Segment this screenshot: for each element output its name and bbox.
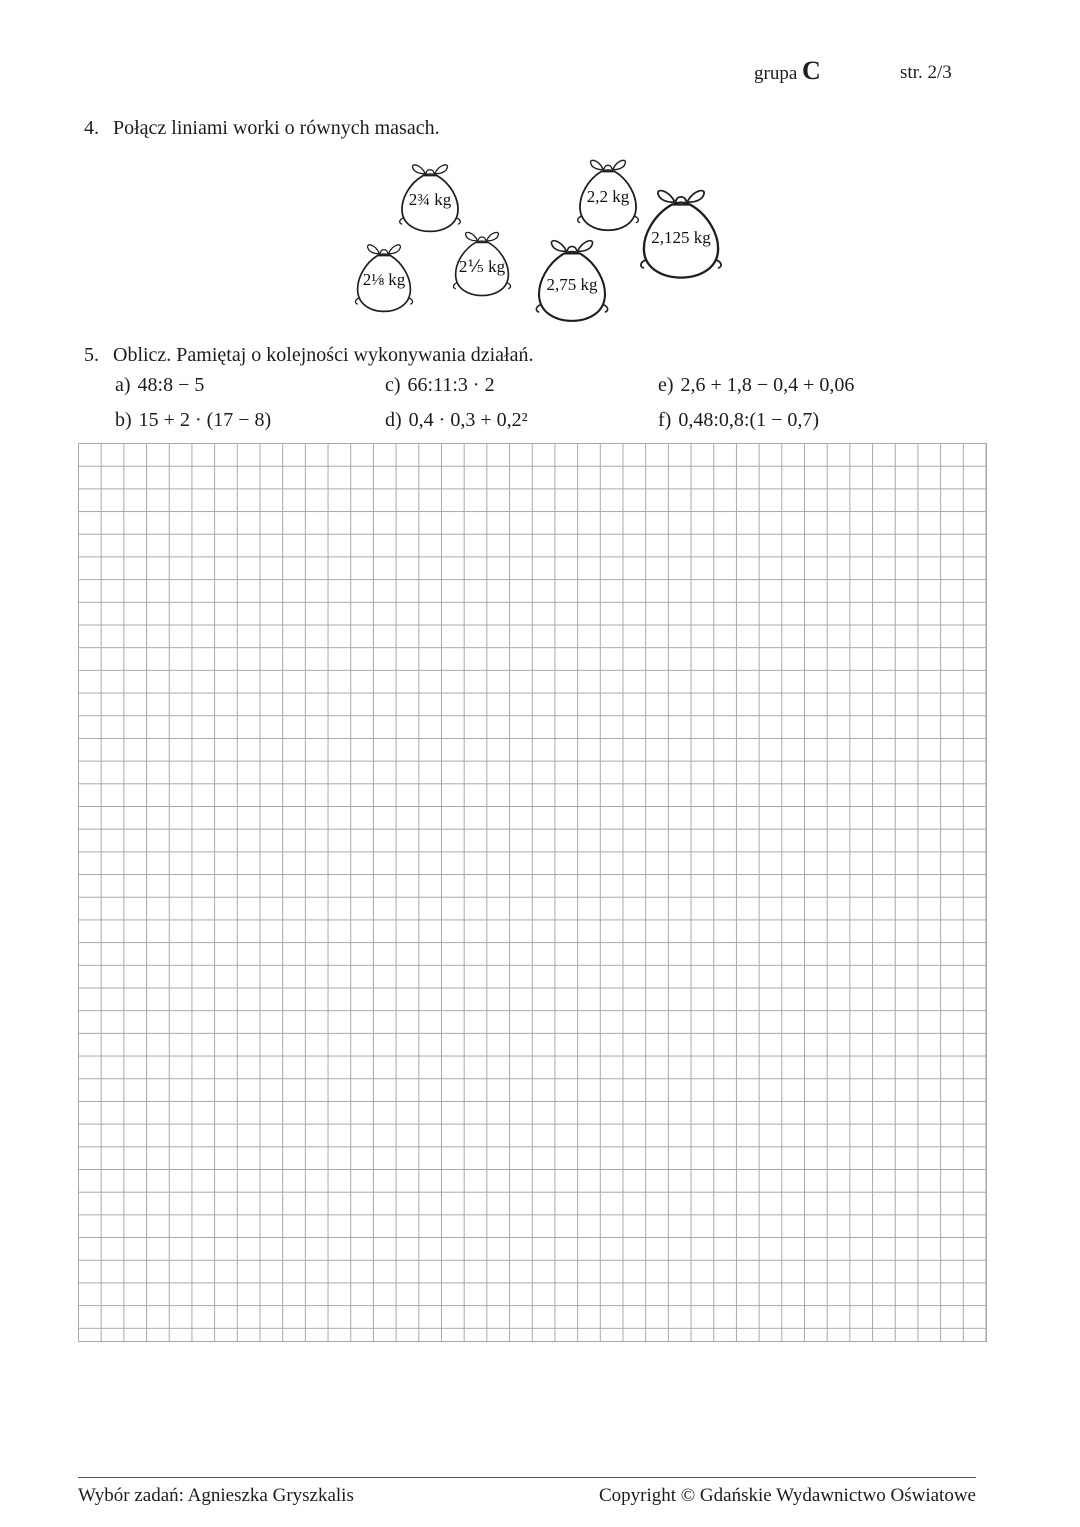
sack	[396, 156, 464, 234]
expression-a	[115, 374, 204, 397]
sack-mass-label: 2⅛ kg	[362, 270, 406, 290]
expression-text: 0,4 · 0,3 + 0,2²	[408, 409, 528, 431]
expression-letter: c)	[385, 374, 401, 396]
footer-author: Wybór zadań: Agnieszka Gryszkalis	[78, 1485, 354, 1506]
expression-b	[115, 409, 271, 432]
expression-text: 0,48:0,8:(1 − 0,7)	[678, 409, 820, 431]
expression-letter: e)	[658, 374, 674, 396]
task-5-number: 5.	[84, 344, 99, 366]
group-letter: C	[802, 56, 821, 85]
expression-letter: d)	[385, 409, 402, 431]
sack-mass-label: 2¾ kg	[408, 190, 452, 210]
expression-d	[385, 409, 528, 432]
sack-mass-label: 2⅕ kg	[458, 256, 506, 276]
expression-text: 2,6 + 1,8 − 0,4 + 0,06	[680, 374, 855, 396]
task-4-heading	[84, 117, 440, 140]
task-5-heading	[84, 344, 533, 367]
expression-f	[658, 409, 819, 432]
group-label	[754, 58, 821, 85]
grid-paper	[78, 443, 987, 1342]
expression-text: 15 + 2 · (17 − 8)	[138, 409, 272, 431]
task-4-text: Połącz liniami worki o równych masach.	[113, 117, 440, 139]
sack-mass-label: 2,75 kg	[546, 275, 598, 295]
task-4-number: 4.	[84, 117, 99, 139]
sack	[636, 179, 726, 281]
footer-copyright: Copyright © Gdańskie Wydawnictwo Oświatowe	[598, 1485, 976, 1506]
footer-divider	[78, 1477, 976, 1478]
expression-letter: f)	[658, 409, 672, 431]
page-number: str. 2/3	[900, 62, 952, 83]
sack	[450, 224, 514, 298]
sack-mass-label: 2,125 kg	[651, 227, 711, 247]
sack-mass-label: 2,2 kg	[586, 187, 630, 207]
sack	[532, 230, 612, 324]
expression-c	[385, 374, 495, 397]
expression-letter: b)	[115, 409, 132, 431]
sack	[352, 236, 416, 314]
expression-text: 66:11:3 · 2	[407, 374, 495, 396]
task-5-text: Oblicz. Pamiętaj o kolejności wykonywania działań.	[113, 344, 534, 366]
sack	[574, 151, 642, 233]
expression-letter: a)	[115, 374, 131, 396]
group-word: grupa	[754, 63, 798, 84]
expression-e	[658, 374, 854, 397]
expression-text: 48:8 − 5	[137, 374, 205, 396]
